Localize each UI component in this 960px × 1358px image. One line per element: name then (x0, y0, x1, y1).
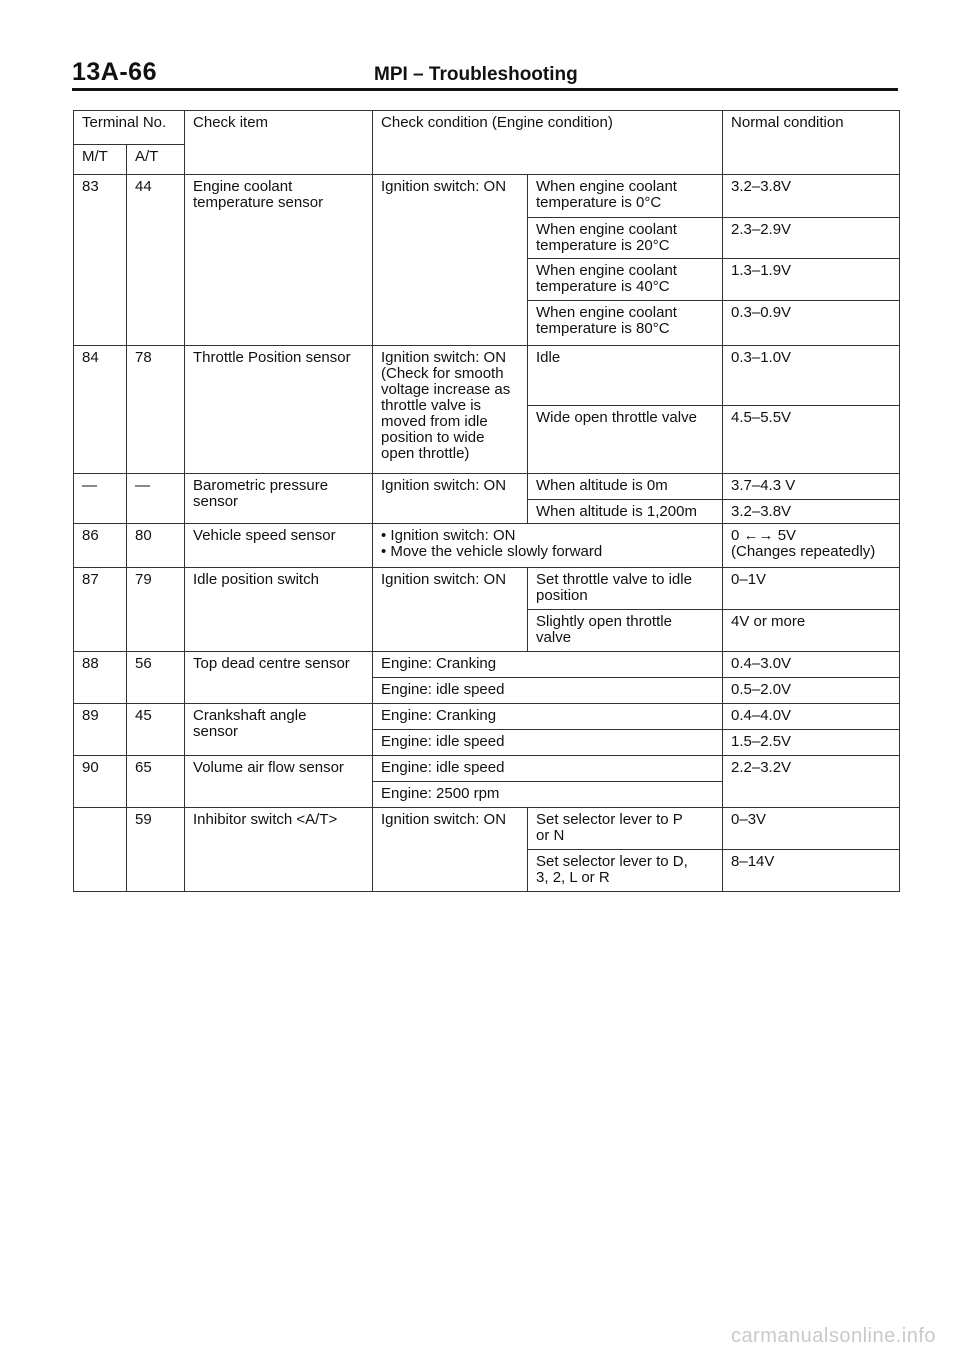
condition-detail: Idle (528, 346, 723, 406)
table-header-row (74, 111, 900, 145)
mt-header: M/T (74, 145, 127, 175)
check-condition: Engine: idle speed (373, 678, 723, 704)
table-row (74, 756, 900, 782)
mt-terminal: 83 (74, 175, 127, 346)
normal-value: 0.5–2.0V (723, 678, 900, 704)
check-condition: Ignition switch: ON (373, 474, 528, 524)
normal-value: 0.4–3.0V (723, 652, 900, 678)
normal-value: 0–3V (723, 808, 900, 850)
at-terminal: 79 (127, 568, 185, 652)
check-item: Crankshaft angle sensor (185, 704, 373, 756)
normal-value: 0.4–4.0V (723, 704, 900, 730)
check-item: Throttle Position sensor (185, 346, 373, 474)
mt-terminal: 86 (74, 524, 127, 568)
table-row (74, 524, 900, 568)
normal-value: 1.3–1.9V (723, 259, 900, 301)
page-number: 13A-66 (72, 58, 157, 86)
check-condition: Ignition switch: ON (373, 808, 528, 892)
check-item: Volume air flow sensor (185, 756, 373, 808)
at-terminal: 44 (127, 175, 185, 346)
mt-terminal: 89 (74, 704, 127, 756)
normal-value: 2.2–3.2V (723, 756, 900, 808)
normal-value: 0–1V (723, 568, 900, 610)
check-condition: Ignition switch: ON (Check for smooth voltage increase as throttle valve is moved from idle position to wide open throttle) (373, 346, 528, 474)
normal-condition-header: Normal condition (723, 111, 900, 175)
page-header (72, 58, 898, 91)
check-condition (373, 524, 723, 568)
watermark: carmanualsonline.info (730, 1325, 936, 1347)
table-row (74, 704, 900, 730)
condition-detail: When engine coolant temperature is 80°C (528, 301, 723, 346)
check-condition: Engine: idle speed (373, 756, 723, 782)
condition-detail: Set throttle valve to idle position (528, 568, 723, 610)
table-row (74, 175, 900, 218)
check-condition: Engine: 2500 rpm (373, 782, 723, 808)
check-condition: Ignition switch: ON (373, 175, 528, 346)
check-item: Engine coolant temperature sensor (185, 175, 373, 346)
condition-detail: When altitude is 1,200m (528, 500, 723, 524)
check-item: Idle position switch (185, 568, 373, 652)
at-terminal: 65 (127, 756, 185, 808)
condition-detail: Set selector lever to D, 3, 2, L or R (528, 850, 723, 892)
condition-bullet: • Move the vehicle slowly forward (381, 543, 603, 560)
check-condition: Engine: idle speed (373, 730, 723, 756)
condition-detail: Wide open throttle valve (528, 406, 723, 474)
normal-value: 3.7–4.3 V (723, 474, 900, 500)
condition-detail: When altitude is 0m (528, 474, 723, 500)
table-row (74, 568, 900, 610)
table-row (74, 474, 900, 500)
mt-terminal: 90 (74, 756, 127, 808)
normal-value: 4.5–5.5V (723, 406, 900, 474)
normal-value: 2.3–2.9V (723, 218, 900, 259)
page-title: MPI – Troubleshooting (374, 64, 578, 85)
check-condition: Ignition switch: ON (373, 568, 528, 652)
check-condition: Engine: Cranking (373, 652, 723, 678)
at-header: A/T (127, 145, 185, 175)
condition-bullet: • Ignition switch: ON (381, 527, 516, 544)
condition-detail: When engine coolant temperature is 40°C (528, 259, 723, 301)
check-condition: Engine: Cranking (373, 704, 723, 730)
table-row (74, 808, 900, 850)
table-row (74, 346, 900, 406)
terminal-no-header: Terminal No. (74, 111, 185, 145)
condition-detail: Set selector lever to P or N (528, 808, 723, 850)
check-item: Barometric pressure sensor (185, 474, 373, 524)
normal-value: 0 ←→ 5V (Changes repeatedly) (723, 524, 900, 568)
condition-detail: When engine coolant temperature is 0°C (528, 175, 723, 218)
table-row (74, 652, 900, 678)
mt-terminal (74, 808, 127, 892)
normal-value: 0.3–0.9V (723, 301, 900, 346)
mt-terminal: 84 (74, 346, 127, 474)
troubleshooting-table (73, 110, 900, 892)
normal-value: 8–14V (723, 850, 900, 892)
check-condition-header: Check condition (Engine condition) (373, 111, 723, 175)
check-item: Inhibitor switch <A/T> (185, 808, 373, 892)
normal-value: 3.2–3.8V (723, 500, 900, 524)
condition-detail: Slightly open throttle valve (528, 610, 723, 652)
normal-value: 0.3–1.0V (723, 346, 900, 406)
at-terminal: — (127, 474, 185, 524)
condition-detail: When engine coolant temperature is 20°C (528, 218, 723, 259)
mt-terminal: 87 (74, 568, 127, 652)
check-item: Top dead centre sensor (185, 652, 373, 704)
at-terminal: 59 (127, 808, 185, 892)
normal-value: 3.2–3.8V (723, 175, 900, 218)
normal-value: 4V or more (723, 610, 900, 652)
at-terminal: 45 (127, 704, 185, 756)
at-terminal: 56 (127, 652, 185, 704)
at-terminal: 78 (127, 346, 185, 474)
check-item-header: Check item (185, 111, 373, 175)
check-item: Vehicle speed sensor (185, 524, 373, 568)
mt-terminal: — (74, 474, 127, 524)
normal-value: 1.5–2.5V (723, 730, 900, 756)
at-terminal: 80 (127, 524, 185, 568)
mt-terminal: 88 (74, 652, 127, 704)
